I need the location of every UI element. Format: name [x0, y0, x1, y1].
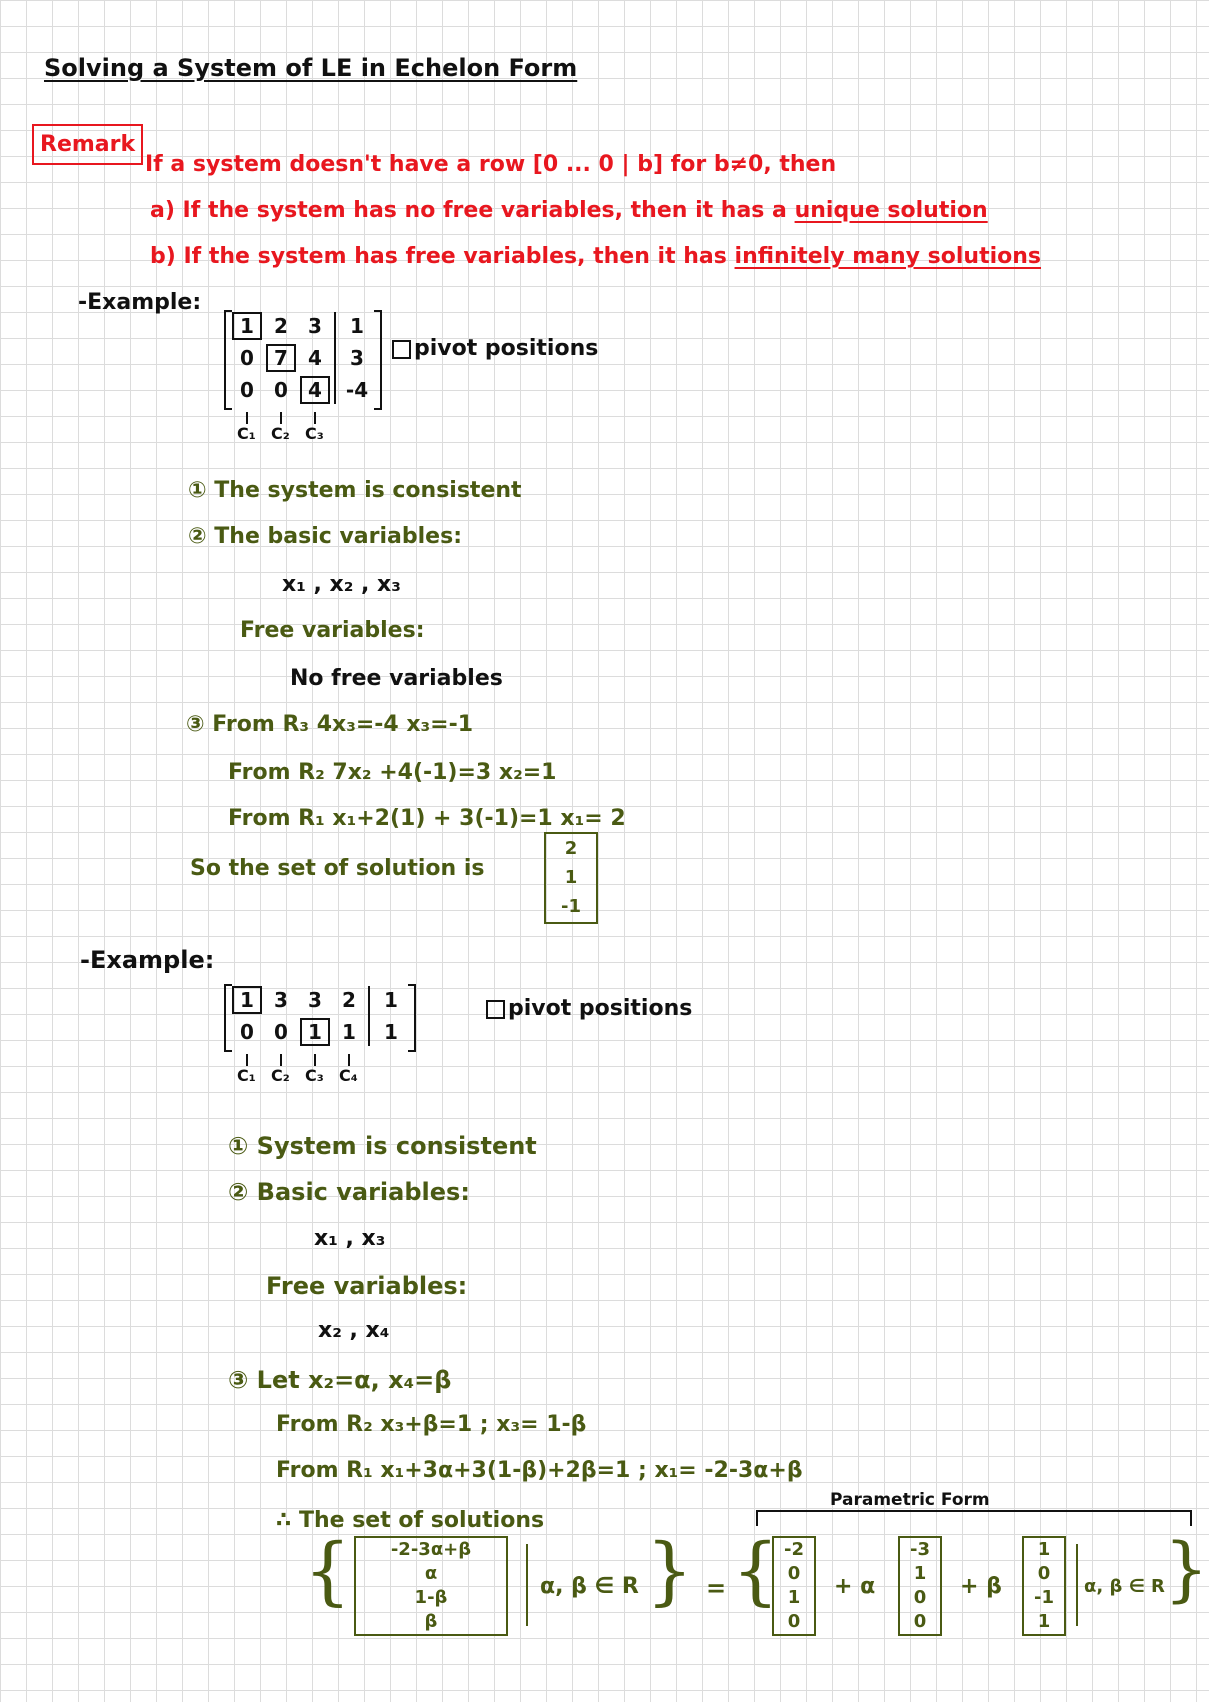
column-tick — [246, 1054, 248, 1066]
matrix-cell: 0 — [240, 346, 254, 370]
matrix-cell: 1 — [342, 1020, 356, 1044]
vector-entry: 1 — [913, 1563, 927, 1584]
matrix-cell: 0 — [240, 378, 254, 402]
example-2-heading: -Example: — [80, 946, 215, 974]
plus-alpha: + α — [834, 1574, 876, 1599]
example-1-matrix — [224, 310, 380, 443]
example-1-free-vars: No free variables — [290, 666, 503, 691]
remark-line-3-emph: infinitely many solutions — [734, 244, 1041, 269]
vector-entry: 1-β — [414, 1587, 448, 1608]
vector-entry: 0 — [1037, 1563, 1051, 1584]
example-1-step-1: ① The system is consistent — [188, 478, 522, 503]
vector-entry: 1 — [564, 866, 578, 888]
left-brace-2: { — [732, 1528, 780, 1614]
matrix-cell: 3 — [274, 988, 288, 1012]
example-2-matrix-body — [224, 984, 414, 1085]
column-tick — [348, 1054, 350, 1066]
beta-vector — [1024, 1536, 1064, 1636]
vector-entry: 0 — [787, 1611, 801, 1632]
vector-entry: -2 — [784, 1539, 804, 1560]
vector-entry: 0 — [913, 1587, 927, 1608]
column-label: C₁ — [237, 424, 256, 443]
example-2-step-3-line-2: From R₂ x₃+β=1 ; x₃= 1-β — [276, 1412, 587, 1437]
matrix-cell: 2 — [342, 988, 356, 1012]
matrix-cell: 0 — [274, 378, 288, 402]
matrix-cell: 2 — [274, 314, 288, 338]
vector-entry: 1 — [787, 1587, 801, 1608]
remark-line-3-text: b) If the system has free variables, then it has — [150, 244, 727, 269]
column-tick — [280, 412, 282, 424]
example-1-free-label: Free variables: — [240, 618, 425, 643]
example-2-set-label: ∴ The set of solutions — [276, 1508, 545, 1533]
column-tick — [246, 412, 248, 424]
column-tick — [314, 1054, 316, 1066]
example-1-step-3-line-1: ③ From R₃ 4x₃=-4 x₃=-1 — [186, 712, 474, 737]
matrix-cell: 1 — [298, 1016, 332, 1048]
column-tick — [280, 1054, 282, 1066]
example-1-basic-vars: x₁ , x₂ , x₃ — [282, 572, 401, 597]
matrix-cell: 1 — [384, 1020, 398, 1044]
remark-line-1: If a system doesn't have a row [0 ... 0 | b] for b≠0, then — [145, 152, 837, 177]
example-2-free-vars: x₂ , x₄ — [318, 1318, 390, 1343]
example-2-step-3-line-1: ③ Let x₂=α, x₄=β — [228, 1366, 452, 1394]
matrix-cell: 3 — [308, 314, 322, 338]
example-1-solution-label: So the set of solution is — [190, 856, 485, 881]
example-1-step-3-line-2: From R₂ 7x₂ +4(-1)=3 x₂=1 — [228, 760, 557, 785]
matrix-cell: 4 — [308, 346, 322, 370]
example-1-legend: pivot positions — [414, 336, 599, 361]
example-1-step-3-line-3: From R₁ x₁+2(1) + 3(-1)=1 x₁= 2 — [228, 806, 626, 831]
page-title: Solving a System of LE in Echelon Form — [44, 54, 578, 82]
vector-entry: -3 — [910, 1539, 930, 1560]
column-label: C₃ — [305, 1066, 324, 1085]
vector-entry: 1 — [1037, 1611, 1051, 1632]
matrix-cell: 0 — [274, 1020, 288, 1044]
remark-line-2-text: a) If the system has no free variables, then it has a — [150, 198, 787, 223]
pivot-legend-icon — [392, 340, 411, 359]
constant-vector — [774, 1536, 814, 1636]
matrix-cell: 4 — [298, 374, 332, 406]
augment-bar — [334, 312, 336, 404]
vector-entry: -2-3α+β — [390, 1539, 472, 1560]
equals-sign: = — [706, 1574, 727, 1602]
condition-1: α, β ∈ R — [540, 1574, 639, 1599]
right-brace-2: } — [1164, 1528, 1209, 1610]
vector-entry: α — [424, 1563, 438, 1584]
parametric-form-bracket — [756, 1510, 1192, 1526]
left-brace-1: { — [304, 1528, 352, 1614]
vector-entry: -1 — [1034, 1587, 1054, 1608]
vector-entry: 2 — [564, 837, 578, 859]
column-label: C₁ — [237, 1066, 256, 1085]
example-2-step-1: ① System is consistent — [228, 1132, 537, 1160]
example-1-heading: -Example: — [78, 290, 202, 315]
matrix-cell: 0 — [240, 1020, 254, 1044]
example-2-matrix — [224, 984, 414, 1085]
set-divider-2 — [1076, 1544, 1078, 1626]
vector-entry: -1 — [561, 896, 581, 918]
example-2-basic-vars: x₁ , x₃ — [314, 1226, 386, 1251]
matrix-cell: 1 — [230, 984, 264, 1016]
matrix-right-bracket — [374, 310, 382, 410]
general-solution-vector — [356, 1536, 506, 1636]
augment-bar — [368, 986, 370, 1046]
vector-entry: 1 — [1037, 1539, 1051, 1560]
remark-line-2 — [150, 198, 988, 223]
right-brace-1: } — [646, 1528, 694, 1614]
vector-entry: β — [424, 1611, 438, 1632]
example-2-step-2: ② Basic variables: — [228, 1178, 470, 1206]
column-tick — [314, 412, 316, 424]
example-2-free-label: Free variables: — [266, 1272, 468, 1300]
vector-entry: 0 — [913, 1611, 927, 1632]
remark-line-2-emph: unique solution — [794, 198, 988, 223]
pivot-legend-icon-2 — [486, 1000, 505, 1019]
column-label: C₂ — [271, 424, 290, 443]
example-1-matrix-body — [224, 310, 380, 443]
matrix-cell: -4 — [345, 378, 369, 402]
example-2-legend: pivot positions — [508, 996, 693, 1021]
matrix-cell: 1 — [350, 314, 364, 338]
matrix-cell: 7 — [264, 342, 298, 374]
column-label: C₃ — [305, 424, 324, 443]
vector-entry: 0 — [787, 1563, 801, 1584]
plus-beta: + β — [960, 1574, 1002, 1599]
remark-line-3 — [150, 244, 1041, 269]
column-label: C₄ — [339, 1066, 358, 1085]
example-2-step-3-line-3: From R₁ x₁+3α+3(1-β)+2β=1 ; x₁= -2-3α+β — [276, 1458, 803, 1483]
matrix-right-bracket — [408, 984, 416, 1052]
example-1-step-2: ② The basic variables: — [188, 524, 462, 549]
parametric-form-label: Parametric Form — [830, 1490, 990, 1510]
alpha-vector — [900, 1536, 940, 1636]
example-1-solution-vector — [546, 832, 596, 924]
condition-2: α, β ∈ R — [1084, 1576, 1165, 1597]
remark-label: Remark — [32, 124, 143, 165]
matrix-cell: 3 — [308, 988, 322, 1012]
set-divider-1 — [526, 1544, 528, 1626]
matrix-cell: 3 — [350, 346, 364, 370]
column-label: C₂ — [271, 1066, 290, 1085]
matrix-cell: 1 — [230, 310, 264, 342]
matrix-cell: 1 — [384, 988, 398, 1012]
